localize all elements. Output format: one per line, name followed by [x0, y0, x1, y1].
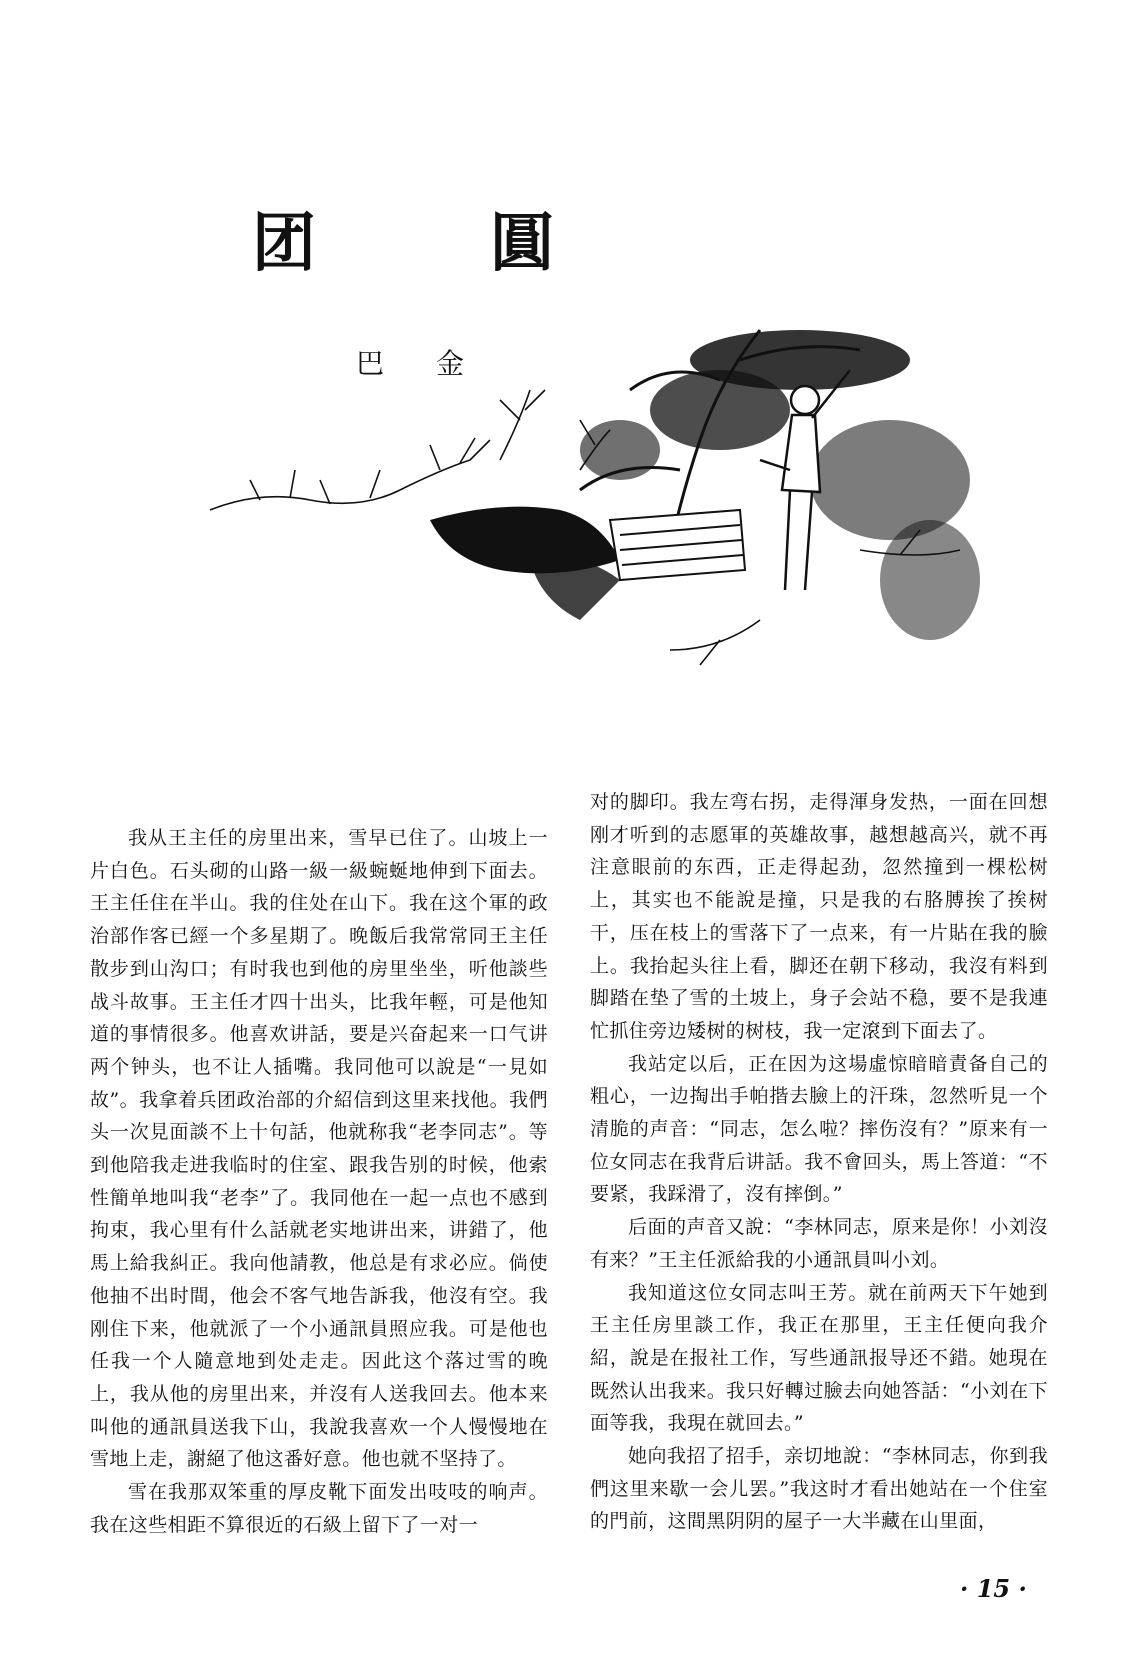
paragraph: 后面的声音又說：“李林同志，原来是你！小刘沒有来？”王主任派給我的小通訊員叫小刘。 — [590, 1216, 1048, 1271]
paragraph-continuation: 对的脚印。我左弯右拐，走得渾身发热，一面在回想刚才听到的志愿軍的英雄故事，越想越高兴，就不再注意眼前的东西，正走得起劲，忽然撞到一棵松树上，其实也不能說是撞，只是我的右胳膊挨了挨树干，压在枝上的雪落下了一点来，有一片貼在我的臉上。我抬起头往上看，脚还在朝下移动，我沒有料到脚踏在垫了雪的土坡上，身子会站不稳，要不是我連忙抓住旁边矮树的树枝，我一定滾到下面去了。 — [590, 791, 1048, 1042]
hillside-shadow — [430, 507, 620, 620]
body-column-left — [90, 822, 548, 1541]
body-column-right — [590, 786, 1048, 1538]
title-char-2: 圓 — [490, 207, 554, 281]
author-char-2: 金 — [436, 347, 465, 380]
page-number: · 15 · — [960, 1574, 1027, 1603]
dense-foliage — [580, 330, 980, 640]
paragraph: 我从王主任的房里出来，雪早已住了。山坡上一片白色。石头砌的山路一級一級蜿蜒地伸到下面去。王主任住在半山。我的住处在山下。我在这个軍的政治部作客已經一个多星期了。晚飯后我常常同王主任散步到山沟口；有时我也到他的房里坐坐，听他談些战斗故事。王主任才四十出头，比我年輕，可是他知道的事情很多。他喜欢讲話，要是兴奋起来一口气讲两个钟头，也不让人插嘴。我同他可以說是“一見如故”。我拿着兵团政治部的介紹信到这里来找他。我們头一次見面談不上十句話，他就称我“老李同志”。等到他陪我走进我临时的住室、跟我告别的时候，他索性簡单地叫我“老李”了。我同他在一起一点也不感到拘束，我心里有什么話就老实地讲出来，讲錯了，他馬上給我糾正。我向他請教，他总是有求必应。倘使他抽不出时間，他会不客气地告訴我，他沒有空。我刚住下来，他就派了一个小通訊員照应我。可是他也任我一个人隨意地到处走走。因此这个落过雪的晚上，我从他的房里出来，并沒有人送我回去。他本来叫他的通訊員送我下山，我說我喜欢一个人慢慢地在雪地上走，謝絕了他这番好意。他也就不坚持了。 — [90, 827, 548, 1471]
illustration — [200, 320, 1000, 710]
paragraph: 雪在我那双笨重的厚皮靴下面发出吱吱的响声。我在这些相距不算很近的石級上留下了一对一 — [90, 1481, 548, 1536]
author-char-1: 巴 — [356, 347, 385, 380]
title-char-1: 团 — [252, 207, 316, 281]
paragraph: 我知道这位女同志叫王芳。就在前两天下午她到王主任房里談工作，我正在那里，王主任便向我介紹，說是在报社工作，写些通訊报导还不錯。她現在既然认出我来。我只好轉过臉去向她答話：“小刘在下面等我，我現在就回去。” — [590, 1281, 1048, 1435]
paragraph: 她向我招了招手，亲切地說：“李林同志，你到我們这里来歇一会儿罢。”我这时才看出她站在一个住室的門前，这間黑阴阴的屋子一大半藏在山里面， — [590, 1445, 1048, 1533]
paragraph: 我站定以后，正在因为这場虛惊暗暗責备自己的粗心，一边掏出手帕揩去臉上的汗珠，忽然听見一个清脆的声音：“同志，怎么啦？摔伤沒有？”原来有一位女同志在我背后讲話。我不會回头，馬上答道：“不要紧，我踩滑了，沒有摔倒。” — [590, 1052, 1048, 1206]
wall — [610, 510, 745, 580]
